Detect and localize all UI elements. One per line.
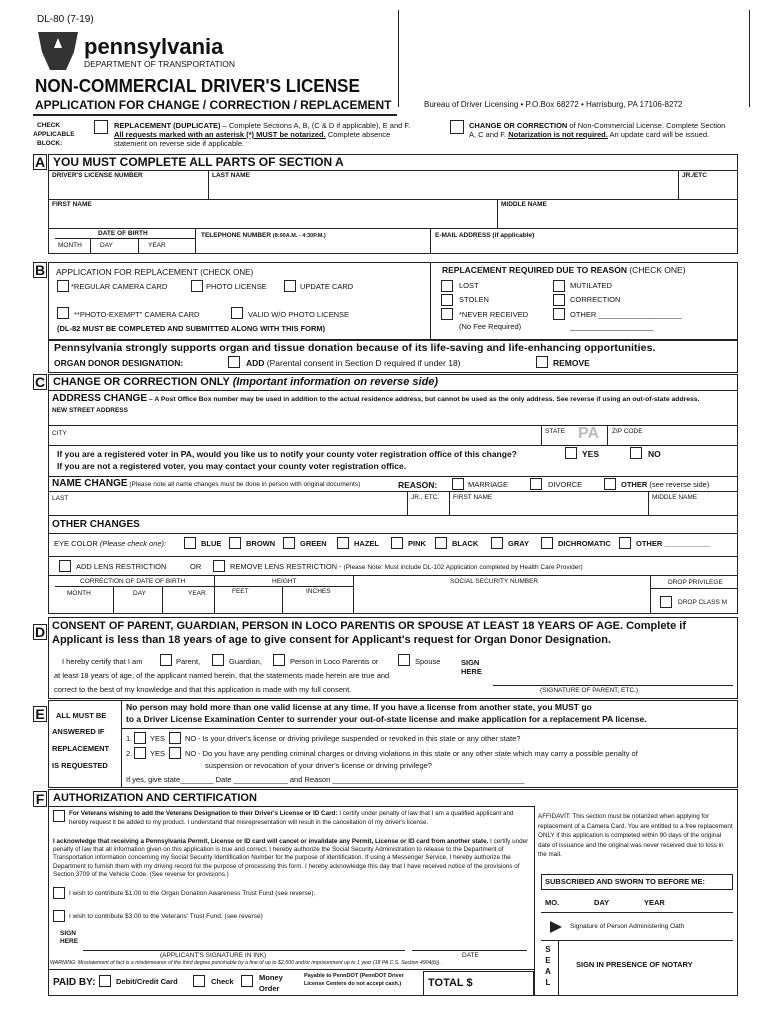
guardian-checkbox[interactable] [212,654,224,666]
organ-remove-label: REMOVE [553,358,590,368]
new-middle-label: MIDDLE NAME [652,494,698,501]
change-line-1: CHANGE OR CORRECTION of Non-Commercial License. Complete Section [469,121,726,130]
check-label-1: CHECK [37,122,61,129]
dob-month-label: MONTH [58,242,82,249]
first-name-label: FIRST NAME [52,201,92,208]
arrow-right-icon [548,920,564,934]
stolen-checkbox[interactable] [441,294,453,306]
eye-other-label: OTHER ___________ [636,539,711,548]
new-last-label: LAST [52,495,69,502]
section-a-heading: YOU MUST COMPLETE ALL PARTS OF SECTION A [53,155,344,169]
section-a-letter: A [34,154,46,170]
must-answer-3: REPLACEMENT [52,744,110,753]
loco-parentis-checkbox[interactable] [273,654,285,666]
city-label: CITY [52,430,67,437]
change-correction-checkbox[interactable] [450,120,464,134]
stolen-label: STOLEN [459,295,489,304]
replacement-line-2: All requests marked with an asterisk (*) MUST be notarized. Complete absence [114,130,391,139]
check-payment-checkbox[interactable] [193,975,205,987]
eye-gray-label: GRAY [508,539,529,548]
regular-camera-checkbox[interactable] [57,280,69,292]
spouse-checkbox[interactable] [398,654,410,666]
department-name: DEPARTMENT OF TRANSPORTATION [84,59,235,69]
update-card-checkbox[interactable] [284,280,296,292]
add-lens-label: ADD LENS RESTRICTION [76,562,167,571]
notary-year-label: YEAR [644,898,665,907]
applicant-sign-here: SIGN HERE [60,930,79,945]
photo-exempt-checkbox[interactable] [57,307,69,319]
money-order-label: Money Order [259,973,283,993]
section-f-letter: F [33,791,47,807]
other-reason-line: ____________________ [570,322,654,331]
eye-blue-checkbox[interactable] [184,537,196,549]
eye-pink-checkbox[interactable] [391,537,403,549]
add-lens-checkbox[interactable] [59,560,71,572]
notary-presence-label: SIGN IN PRESENCE OF NOTARY [576,960,693,969]
if-yes-give-state: If yes, give state________ Date _____________ and Reason ______________________________________________ [126,775,525,784]
eye-green-label: GREEN [300,539,327,548]
q1-yes-checkbox[interactable] [134,732,146,744]
never-received-label: *NEVER RECEIVED [459,310,529,319]
q1-text: - Is your driver's license or driving privilege suspended or revoked in this state or any other state? [198,734,521,743]
state-label: STATE [545,428,565,435]
other-reason-checkbox[interactable] [553,308,565,320]
q1-no-checkbox[interactable] [169,732,181,744]
other-reason-label: OTHER ____________________ [570,310,682,319]
debit-card-label: Debit/Credit Card [116,977,178,986]
address-change-label: ADDRESS CHANGE – A Post Office Box number may be used in addition to the actual residence address, but cannot be used as the only address. See reverse if using an out-of-state address. [52,393,700,404]
name-change-label: NAME CHANGE (Please note all name changes must be done in person with original documents) [52,478,361,489]
voter-question-2: If you are not a registered voter, you may contact your county voter registration office. [57,461,407,471]
eye-hazel-checkbox[interactable] [337,537,349,549]
bureau-address: Bureau of Driver Licensing • P.O.Box 68272 • Harrisburg, PA 17106-8272 [424,100,683,109]
warning-line-1: No person may hold more than one valid license at any time. If you have a license from another state, you MUST go [126,702,592,712]
eye-brown-label: BROWN [246,539,276,548]
q1-no-label: NO [185,734,197,743]
phone-label: TELEPHONE NUMBER (8:00A.M. - 4:30P.M.) [201,232,326,239]
marriage-checkbox[interactable] [452,478,464,490]
q1-number: 1. [126,734,133,743]
jr-label: JR./ETC [682,172,707,179]
section-f-heading: AUTHORIZATION AND CERTIFICATION [53,792,257,804]
organ-fund-checkbox[interactable] [53,887,65,899]
q2-no-checkbox[interactable] [169,747,181,759]
lens-or-label: OR [190,562,202,571]
other-name-checkbox[interactable] [604,478,616,490]
organ-remove-checkbox[interactable] [536,356,548,368]
eye-hazel-label: HAZEL [354,539,379,548]
eye-black-label: BLACK [452,539,479,548]
remove-lens-label: REMOVE LENS RESTRICTION - (Please Note: Must include DL-102 Application completed by Health Care Provider) [230,562,583,571]
spouse-label: Spouse [415,657,441,666]
warning-line-2: to a Driver License Examination Center to surrender your out-of-state license and make application for a replacement PA license. [126,714,647,724]
q2-yes-checkbox[interactable] [134,747,146,759]
feet-label: FEET [232,588,249,595]
veterans-designation-checkbox[interactable] [53,810,65,822]
parent-checkbox[interactable] [160,654,172,666]
eye-brown-checkbox[interactable] [229,537,241,549]
loco-parentis-label: Person in Loco Parentis or [290,657,379,666]
photo-license-label: PHOTO LICENSE [206,282,267,291]
section-d-heading-2: Applicant is less than 18 years of age to give consent for Applicant's request for Organ Donor Designation. [52,634,612,646]
q2-text-2: suspension or revocation of your driver's license or driving privilege? [205,761,432,770]
height-label: HEIGHT [272,578,297,585]
remove-lens-checkbox[interactable] [213,560,225,572]
applicant-signature-label: (APPLICANT'S SIGNATURE IN INK) [160,952,267,959]
marriage-label: MARRIAGE [468,480,509,489]
q2-no-label: NO [185,749,197,758]
name-reason-label: REASON: [398,480,438,490]
replacement-checkbox[interactable] [94,120,108,134]
correction-label: CORRECTION [570,295,621,304]
section-a-box [48,154,738,254]
drop-privilege-label: DROP PRIVILEGE [668,579,723,586]
q2-text: - Do you have any pending criminal charges or driving violations in this state or any other state which may carry a possible penalty of [198,749,638,758]
reason-heading: REPLACEMENT REQUIRED DUE TO REASON (CHECK ONE) [442,265,686,275]
certify-line-2: at least 18 years of age, of the applicant named herein, that the statements made herein are true and [54,671,390,680]
never-received-checkbox[interactable] [441,308,453,320]
organ-designation-label: ORGAN DONOR DESIGNATION: [54,358,184,368]
no-fee-label: (No Fee Required) [459,322,522,331]
new-jr-label: JR., ETC. [411,494,440,501]
organ-add-checkbox[interactable] [228,356,240,368]
application-replacement-label: APPLICATION FOR REPLACEMENT (CHECK ONE) [56,267,254,277]
dl82-note: (DL-82 MUST BE COMPLETED AND SUBMITTED ALONG WITH THIS FORM) [57,324,326,333]
certify-label: I hereby certify that I am [62,657,143,666]
update-card-label: UPDATE CARD [300,282,354,291]
drop-class-label: DROP CLASS M [678,599,728,606]
notary-signature-label: Signature of Person Administering Oath [570,923,685,930]
form-number: DL-80 (7-19) [37,14,94,25]
eye-green-checkbox[interactable] [283,537,295,549]
q2-number: 2. [126,749,133,758]
dob-day-label: DAY [100,242,113,249]
eye-blue-label: BLUE [201,539,222,548]
dob-year-label: YEAR [148,242,166,249]
voter-yes-label: YES [582,449,600,459]
notary-day-label: DAY [594,898,610,907]
corr-day-label: DAY [133,590,146,597]
replacement-line-1: REPLACEMENT (DUPLICATE) – Complete Sections A, B, (C & D if applicable), E and F. [114,121,411,130]
change-line-2: A, C and F. Notarization is not required. An update card will be issued. [469,130,710,139]
lost-checkbox[interactable] [441,280,453,292]
sign-here-marker: SIGN HERE [461,658,482,676]
signature-date-label: DATE [462,952,479,959]
dl-number-label: DRIVER'S LICENSE NUMBER [52,172,143,179]
organ-statement: Pennsylvania strongly supports organ and tissue donation because of its life-saving and life-enhancing opportunities. [54,342,656,354]
must-answer-2: ANSWERED IF [52,727,105,736]
new-street-label: NEW STREET ADDRESS [52,407,128,414]
total-label: TOTAL $ [428,977,473,989]
last-name-label: LAST NAME [212,172,250,179]
seal-label: S E A L [545,945,551,987]
section-c-letter: C [34,374,46,390]
page-title: NON-COMMERCIAL DRIVER'S LICENSE [35,76,360,96]
keystone-logo-icon [36,30,80,72]
inches-label: INCHES [306,588,331,595]
section-d-letter: D [34,624,46,640]
eye-dichromatic-label: DICHROMATIC [558,539,611,548]
q1-yes-label: YES [150,734,166,743]
eye-pink-label: PINK [408,539,426,548]
middle-name-label: MIDDLE NAME [501,201,547,208]
eye-dichromatic-checkbox[interactable] [541,537,553,549]
parent-label: Parent, [176,657,201,666]
divorce-checkbox[interactable] [530,478,542,490]
drop-class-checkbox[interactable] [660,596,672,608]
organ-add-label: ADD (Parental consent in Section D required if under 18) [246,358,461,368]
corr-dob-label: CORRECTION OF DATE OF BIRTH [80,578,186,585]
parent-signature-label: (SIGNATURE OF PARENT, ETC.) [540,687,638,694]
email-label: E-MAIL ADDRESS (if applicable) [435,232,535,239]
organ-fund-label: I wish to contribute $1.00 to the Organ Donation Awareness Trust Fund (see reverse). [69,890,316,897]
acknowledgement-text: I acknowledge that receiving a Pennsylvania Permit, License or ID card will cancel or invalidate any Permit, License or ID card from another state. I certify under penalty of law that all information given on this application is true and correct. I hereby authorize the Social Security Administration to release to the Department of Transportation information concerning my Social Security Identification Number for the purpose of identification. If using a Messenger Service, I hereby authorize the Department to furnish them with my driving record for the purpose of processing this form. I hereby acknowledge this day that I have received notice of the provisions of Section 3709 of the Vehicle Code. (See reverse for provisions.) [53,838,529,878]
photo-exempt-label: **PHOTO-EXEMPT" CAMERA CARD [74,310,200,319]
veterans-fund-label: I wish to contribute $3.00 to the Veterans' Trust Fund. (see reverse) [69,913,263,920]
state-pa-value: PA [578,425,600,442]
correction-checkbox[interactable] [553,294,565,306]
brand-name: pennsylvania [84,34,224,59]
check-payment-label: Check [211,977,234,986]
mutilated-label: MUTILATED [570,281,612,290]
veterans-fund-checkbox[interactable] [53,910,65,922]
voter-no-label: NO [648,449,661,459]
dob-label: DATE OF BIRTH [98,230,148,237]
check-label-3: BLOCK: [37,140,63,147]
corr-month-label: MONTH [67,590,91,597]
must-answer-1: ALL MUST BE [56,711,107,720]
check-label-2: APPLICABLE [33,131,75,138]
q2-yes-label: YES [150,749,166,758]
voter-yes-checkbox[interactable] [565,447,577,459]
notary-month-label: MO. [545,898,560,907]
payable-note: Payable to PennDOT (PennDOT Driver License Centers do not accept cash.) [304,973,404,987]
money-order-checkbox[interactable] [241,975,253,987]
divorce-label: DIVORCE [548,480,583,489]
section-e-letter: E [33,706,47,722]
eye-other-checkbox[interactable] [619,537,631,549]
section-b-letter: B [34,262,46,278]
certify-line-3: correct to the best of my knowledge and that this application is made with my full consent. [54,685,352,694]
photo-license-checkbox[interactable] [191,280,203,292]
replacement-line-3: statement on reverse side if applicable. [114,139,245,148]
voter-no-checkbox[interactable] [630,447,642,459]
section-c-heading: CHANGE OR CORRECTION ONLY (Important information on reverse side) [53,376,439,388]
other-name-label: OTHER (see reverse side) [621,480,710,489]
eye-color-label: EYE COLOR (Please check one): [54,539,167,548]
paid-by-label: PAID BY: [53,977,96,988]
mutilated-checkbox[interactable] [553,280,565,292]
valid-wo-photo-checkbox[interactable] [231,307,243,319]
page-subtitle: APPLICATION FOR CHANGE / CORRECTION / REPLACEMENT [35,98,392,112]
veterans-text: For Veterans wishing to add the Veterans Designation to their Driver's License or ID Card: I certify under penalty of law that I am a qualified applicant and hereby request it be added to my product. I understand that misrepresentation will result in the cancellation of my driver's license. [69,810,514,826]
valid-wo-photo-label: VALID W/O PHOTO LICENSE [248,310,349,319]
lost-label: LOST [459,281,479,290]
corr-year-label: YEAR [188,590,206,597]
eye-gray-checkbox[interactable] [491,537,503,549]
new-first-label: FIRST NAME [453,494,493,501]
warning-text: WARNING: Misstatement of fact is a misdemeanor of the third degree punishable by a fine of up to $2,500 and/or imprisonment up to 1 year (18 PA C.S. Section 4904(b)). [50,960,441,966]
section-d-heading-1: CONSENT OF PARENT, GUARDIAN, PERSON IN LOCO PARENTIS OR SPOUSE AT LEAST 18 YEARS OF AGE. Complete if [52,620,686,632]
other-changes-label: OTHER CHANGES [52,519,140,530]
regular-camera-label: *REGULAR CAMERA CARD [71,282,168,291]
voter-question-1: If you are a registered voter in PA, would you like us to notify your county voter registration office of this change? [57,449,517,459]
debit-card-checkbox[interactable] [99,975,111,987]
zip-label: ZIP CODE [612,428,643,435]
sworn-heading: SUBSCRIBED AND SWORN TO BEFORE ME: [545,877,706,886]
guardian-label: Guardian, [229,657,262,666]
affidavit-text: AFFIDAVIT: This section must be notarized when applying for replacement of a Camera Card. You are entitled to a free replacement ONLY if this application is completed within 90 days of the original date of issuance and the original was never received due to loss in the mail. [538,813,733,858]
must-answer-4: IS REQUESTED [52,761,108,770]
ssn-label: SOCIAL SECURITY NUMBER [450,578,539,585]
eye-black-checkbox[interactable] [435,537,447,549]
